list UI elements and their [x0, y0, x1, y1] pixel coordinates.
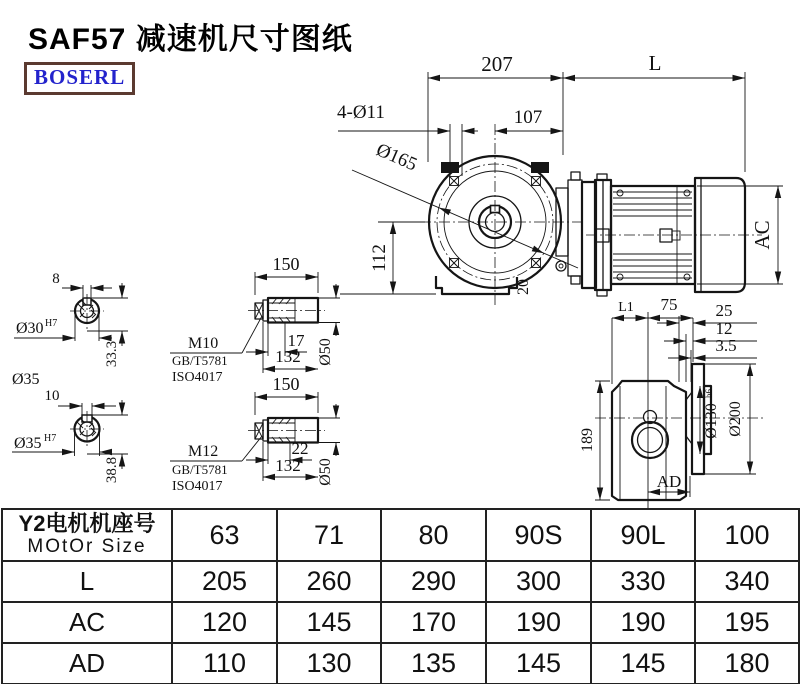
- page-title: SAF57 减速机尺寸图纸: [28, 23, 353, 56]
- value-cell: 180: [695, 643, 799, 684]
- row-label-L: L: [2, 561, 172, 602]
- dim-112: 112: [369, 244, 390, 272]
- header-motor-size-en: MOtOr Size: [27, 536, 147, 557]
- dim-20: 20: [515, 279, 532, 295]
- dim-207: 207: [481, 52, 513, 76]
- gearbox-front-view: [420, 124, 596, 305]
- motor-size-col: 90L: [591, 509, 695, 561]
- standard-gb: GB/T5781: [172, 462, 228, 477]
- dim-fit-len-132: 132: [275, 347, 301, 366]
- value-cell: 145: [486, 643, 591, 684]
- table-row-AC: [2, 602, 799, 643]
- value-cell: 120: [172, 602, 277, 643]
- row-label-AD: AD: [2, 643, 172, 684]
- shaft-section-top: [12, 271, 128, 388]
- motor-size-col: 100: [695, 509, 799, 561]
- front-view-dimensions: [337, 51, 783, 295]
- dim-189: 189: [579, 428, 596, 452]
- value-cell: 145: [591, 643, 695, 684]
- dim-thread-len-22: 22: [291, 439, 309, 458]
- shaft-d35-label: Ø35: [12, 371, 40, 388]
- dim-d130-tolerance: h6: [704, 389, 714, 398]
- dim-L: L: [648, 51, 662, 75]
- dim-depth-38-8: 38.8: [104, 456, 120, 484]
- value-cell: 205: [172, 561, 277, 602]
- dim-AD: AD: [656, 472, 682, 491]
- table-row-AD: [2, 643, 799, 684]
- dim-length-150: 150: [272, 254, 300, 274]
- shaft-detail-top: [170, 254, 340, 385]
- value-cell: 340: [695, 561, 799, 602]
- row-label-AC: AC: [2, 602, 172, 643]
- dim-thread-len-17: 17: [287, 331, 305, 350]
- motor-size-col: 80: [381, 509, 486, 561]
- dim-bore-d35: Ø35: [14, 435, 42, 452]
- dim-bore-d30-tolerance: H7: [45, 318, 58, 329]
- dim-keyway-10: 10: [44, 388, 60, 404]
- dim-bore-d35-tolerance: H7: [44, 433, 57, 444]
- dim-depth-33-3: 33.3: [104, 340, 120, 368]
- dim-dia-d50: Ø50: [317, 458, 334, 486]
- dim-bore-d30: Ø30: [16, 320, 44, 337]
- dim-d130: Ø130: [703, 403, 720, 439]
- value-cell: 145: [277, 602, 381, 643]
- table-header-row: [2, 509, 799, 561]
- value-cell: 170: [381, 602, 486, 643]
- header-motor-size-cn: Y2电机机座号: [18, 511, 156, 536]
- dim-12: 12: [715, 319, 733, 338]
- standard-iso: ISO4017: [172, 479, 223, 494]
- gearbox-side-view: [579, 295, 764, 510]
- value-cell: 130: [277, 643, 381, 684]
- motor-dimension-table: [1, 508, 800, 684]
- motor-side-view: [586, 174, 762, 296]
- dim-bolt-circle-d165: Ø165: [373, 139, 421, 176]
- dim-4xd11: 4-Ø11: [337, 102, 385, 123]
- dim-75: 75: [660, 295, 678, 314]
- thread-callout-m10: M10: [188, 335, 219, 352]
- value-cell: 195: [695, 602, 799, 643]
- value-cell: 110: [172, 643, 277, 684]
- motor-size-col: 63: [172, 509, 277, 561]
- value-cell: 290: [381, 561, 486, 602]
- dim-keyway-8: 8: [52, 271, 60, 287]
- standard-gb: GB/T5781: [172, 353, 228, 368]
- shaft-detail-bottom: [170, 374, 340, 494]
- value-cell: 190: [591, 602, 695, 643]
- dim-3-5: 3.5: [715, 336, 737, 355]
- table-row-L: [2, 561, 799, 602]
- value-cell: 300: [486, 561, 591, 602]
- dim-L1: L1: [618, 300, 634, 315]
- value-cell: 260: [277, 561, 381, 602]
- dim-length-150: 150: [272, 374, 300, 394]
- thread-callout-m12: M12: [188, 443, 219, 460]
- dim-107: 107: [513, 107, 543, 128]
- value-cell: 135: [381, 643, 486, 684]
- value-cell: 330: [591, 561, 695, 602]
- value-cell: 190: [486, 602, 591, 643]
- dim-d200: Ø200: [727, 401, 744, 437]
- brand-logo: BOSERL: [24, 62, 135, 95]
- dim-AC: AC: [750, 220, 774, 250]
- motor-size-col: 90S: [486, 509, 591, 561]
- dim-fit-len-132: 132: [275, 456, 301, 475]
- standard-iso: ISO4017: [172, 370, 223, 385]
- header-motor-size: [2, 509, 172, 561]
- motor-size-col: 71: [277, 509, 381, 561]
- dim-25: 25: [715, 301, 733, 320]
- shaft-section-bottom: [12, 388, 128, 483]
- dim-dia-d50: Ø50: [317, 338, 334, 366]
